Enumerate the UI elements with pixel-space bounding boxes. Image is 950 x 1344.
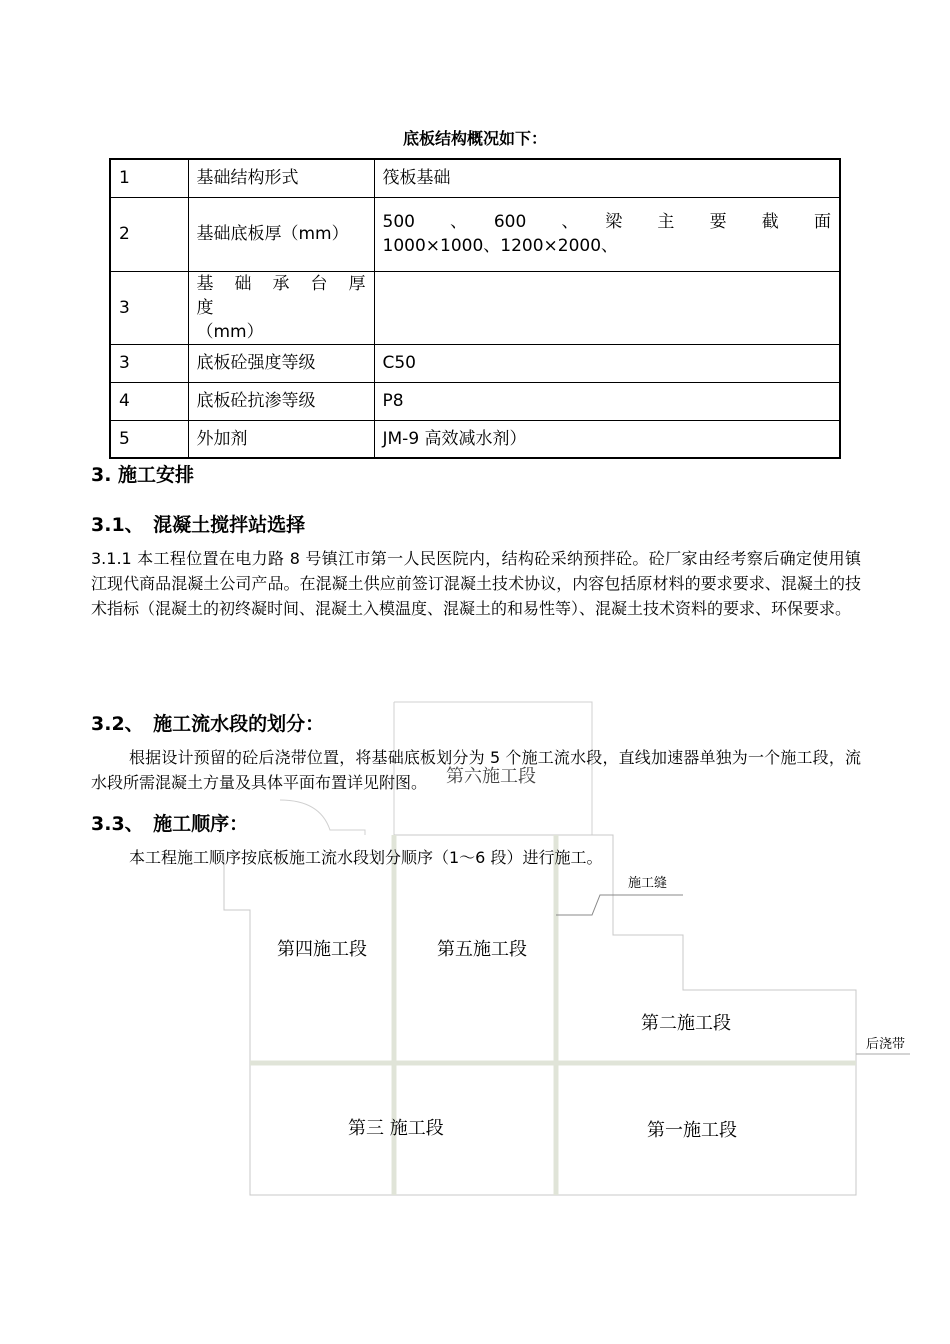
table-row <box>110 344 840 382</box>
row-value <box>374 197 840 271</box>
segment-three-label: 第三 施工段 <box>348 1118 444 1139</box>
table-row <box>110 382 840 420</box>
paragraph-3-2: 根据设计预留的砼后浇带位置，将基础底板划分为 5 个施工流水段，直线加速器单独为一个施工段，流水段所需混凝土方量及具体平面布置详见附图。 <box>91 748 861 792</box>
segment-four-label: 第四施工段 <box>277 939 367 960</box>
table-row <box>110 197 840 271</box>
row-number: 3 <box>110 344 188 382</box>
row-item <box>188 271 383 344</box>
segment-five-label: 第五施工段 <box>437 939 527 960</box>
row-item: 基础结构形式 <box>188 159 374 197</box>
segment-two-label: 第二施工段 <box>641 1013 731 1034</box>
row-item: 基础底板厚（mm） <box>188 197 374 271</box>
table-title: 底板结构概况如下： <box>402 129 547 148</box>
paragraph-3-3: 本工程施工顺序按底板施工流水段划分顺序（1～6 段）进行施工。 <box>129 848 603 867</box>
row-value: C50 <box>374 344 840 382</box>
building-outline <box>224 835 856 1195</box>
section-heading-3-2: 3.2、 施工流水段的划分： <box>91 713 325 735</box>
row-value-line: 1000×1000、1200×2000、 <box>382 236 619 256</box>
segment-six-label: 第六施工段 <box>446 766 536 787</box>
row-item-line: 基 础 承 台 厚 度 <box>196 273 383 318</box>
row-number: 1 <box>110 159 188 197</box>
table-row <box>110 159 840 197</box>
row-number: 3 <box>110 271 188 344</box>
row-value <box>374 271 840 344</box>
row-item-line: （mm） <box>196 321 264 342</box>
row-item: 底板砼强度等级 <box>188 344 374 382</box>
row-value: 筏板基础 <box>374 159 840 197</box>
table-row <box>110 420 840 458</box>
curved-feature-outline <box>280 800 365 835</box>
table-row <box>110 271 840 344</box>
construction-joint-leader <box>556 895 683 915</box>
row-number: 2 <box>110 197 188 271</box>
row-item: 外加剂 <box>188 420 374 458</box>
section-heading-3: 3. 施工安排 <box>91 464 195 486</box>
section-heading-3-1: 3.1、 混凝土搅拌站选择 <box>91 514 306 536</box>
row-number: 4 <box>110 382 188 420</box>
row-item: 底板砼抗渗等级 <box>188 382 374 420</box>
paragraph-3-1: 3.1.1 本工程位置在电力路 8 号镇江市第一人民医院内，结构砼采纳预拌砼。砼厂家由经考察后确定使用镇江现代商品混凝土公司产品。在混凝土供应前签订混凝土技术协议，内容包括原材料的要求要求、混凝土的技术指标（混凝土的初终凝时间、混凝土入模温度、混凝土的和易性等）、混凝土技术资料的要求、环保要求。 <box>91 549 861 618</box>
row-value: P8 <box>374 382 840 420</box>
segment-one-label: 第一施工段 <box>647 1120 737 1141</box>
post-pour-strip-label: 后浇带 <box>866 1037 906 1052</box>
row-value: JM-9 高效减水剂） <box>374 420 840 458</box>
row-number: 5 <box>110 420 188 458</box>
row-value-line: 500 、 600 、 梁 主 要 截 面 <box>382 212 831 232</box>
construction-joint-label: 施工缝 <box>628 876 668 891</box>
structure-spec-table <box>109 158 841 459</box>
section-heading-3-3: 3.3、 施工顺序： <box>91 813 249 835</box>
